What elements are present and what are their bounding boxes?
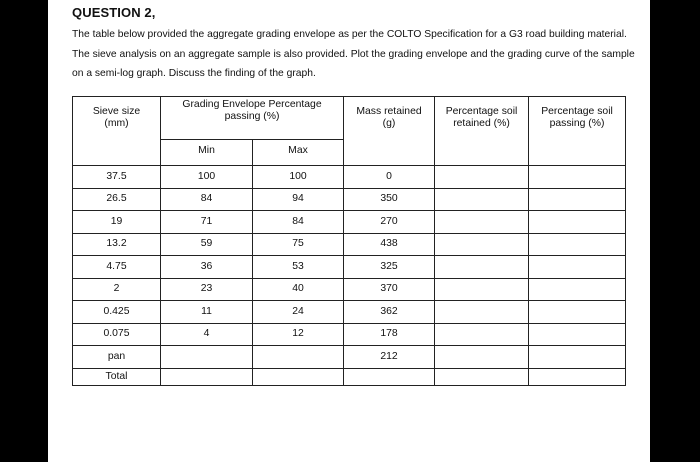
pan-label-cell: pan: [73, 346, 161, 369]
pan-max-cell: [253, 346, 344, 369]
pan-min-cell: [161, 346, 253, 369]
percentage-retained-cell: [435, 256, 529, 279]
envelope-min-cell: 36: [161, 256, 253, 279]
header-mass-retained-cont: [344, 140, 435, 166]
mass-retained-cell: 178: [344, 323, 435, 346]
sieve-size-cell: 13.2: [73, 233, 161, 256]
envelope-min-cell: 59: [161, 233, 253, 256]
percentage-retained-cell: [435, 211, 529, 234]
sieve-analysis-table: [72, 96, 626, 386]
total-cell: [161, 368, 253, 385]
table-row: [73, 233, 626, 256]
envelope-min-cell: 23: [161, 278, 253, 301]
header-percentage-passing-cont: [529, 140, 626, 166]
envelope-max-cell: 94: [253, 188, 344, 211]
pan-percentage-passing-cell: [529, 346, 626, 369]
sieve-size-cell: 0.075: [73, 323, 161, 346]
header-grading-envelope: Grading Envelope Percentage passing (%): [161, 97, 344, 140]
envelope-max-cell: 75: [253, 233, 344, 256]
sieve-size-cell: 4.75: [73, 256, 161, 279]
percentage-retained-cell: [435, 233, 529, 256]
envelope-max-cell: 84: [253, 211, 344, 234]
header-sieve-size-cont: [73, 140, 161, 166]
envelope-min-cell: 71: [161, 211, 253, 234]
question-text: The table below provided the aggregate grading envelope as per the COLTO Specification for a G3 road building material. The sieve analysis on an aggregate sample is also provided. Plot the grading envelope and the grading curve of the sample on a semi-log graph. Discuss the finding of the graph.: [72, 29, 635, 79]
total-cell: [435, 368, 529, 385]
header-min: Min: [161, 140, 253, 166]
table-row: [73, 301, 626, 324]
envelope-max-cell: 40: [253, 278, 344, 301]
mass-retained-cell: 270: [344, 211, 435, 234]
percentage-retained-cell: [435, 301, 529, 324]
envelope-min-cell: 84: [161, 188, 253, 211]
sieve-size-cell: 37.5: [73, 166, 161, 189]
total-row: [73, 368, 626, 385]
percentage-retained-cell: [435, 323, 529, 346]
percentage-passing-cell: [529, 278, 626, 301]
envelope-max-cell: 24: [253, 301, 344, 324]
mass-retained-cell: 438: [344, 233, 435, 256]
total-label-cell: Total: [73, 368, 161, 385]
pan-row: [73, 346, 626, 369]
header-mass-retained: Mass retained (g): [344, 97, 435, 140]
pan-percentage-retained-cell: [435, 346, 529, 369]
mass-retained-cell: 362: [344, 301, 435, 324]
percentage-passing-cell: [529, 323, 626, 346]
document-page: [48, 0, 650, 462]
percentage-passing-cell: [529, 256, 626, 279]
envelope-min-cell: 100: [161, 166, 253, 189]
percentage-passing-cell: [529, 188, 626, 211]
percentage-passing-cell: [529, 166, 626, 189]
table-row: [73, 256, 626, 279]
total-cell: [253, 368, 344, 385]
percentage-retained-cell: [435, 166, 529, 189]
percentage-passing-cell: [529, 233, 626, 256]
total-cell: [344, 368, 435, 385]
sieve-size-cell: 2: [73, 278, 161, 301]
table-row: [73, 188, 626, 211]
percentage-retained-cell: [435, 278, 529, 301]
table-row: [73, 211, 626, 234]
pan-mass-cell: 212: [344, 346, 435, 369]
envelope-max-cell: 12: [253, 323, 344, 346]
envelope-max-cell: 53: [253, 256, 344, 279]
mass-retained-cell: 370: [344, 278, 435, 301]
header-row: [73, 97, 626, 140]
mass-retained-cell: 0: [344, 166, 435, 189]
percentage-retained-cell: [435, 188, 529, 211]
header-sieve-size: Sieve size (mm): [73, 97, 161, 140]
table-row: [73, 323, 626, 346]
sieve-size-cell: 26.5: [73, 188, 161, 211]
header-percentage-retained: Percentage soil retained (%): [435, 97, 529, 140]
percentage-passing-cell: [529, 211, 626, 234]
header-max: Max: [253, 140, 344, 166]
table-row: [73, 166, 626, 189]
envelope-min-cell: 11: [161, 301, 253, 324]
sieve-size-cell: 19: [73, 211, 161, 234]
table-row: [73, 278, 626, 301]
mass-retained-cell: 350: [344, 188, 435, 211]
question-title: QUESTION 2,: [72, 5, 156, 20]
sieve-size-cell: 0.425: [73, 301, 161, 324]
envelope-min-cell: 4: [161, 323, 253, 346]
header-percentage-retained-cont: [435, 140, 529, 166]
total-cell: [529, 368, 626, 385]
percentage-passing-cell: [529, 301, 626, 324]
mass-retained-cell: 325: [344, 256, 435, 279]
envelope-max-cell: 100: [253, 166, 344, 189]
subheader-row: [73, 140, 626, 166]
header-percentage-passing: Percentage soil passing (%): [529, 97, 626, 140]
